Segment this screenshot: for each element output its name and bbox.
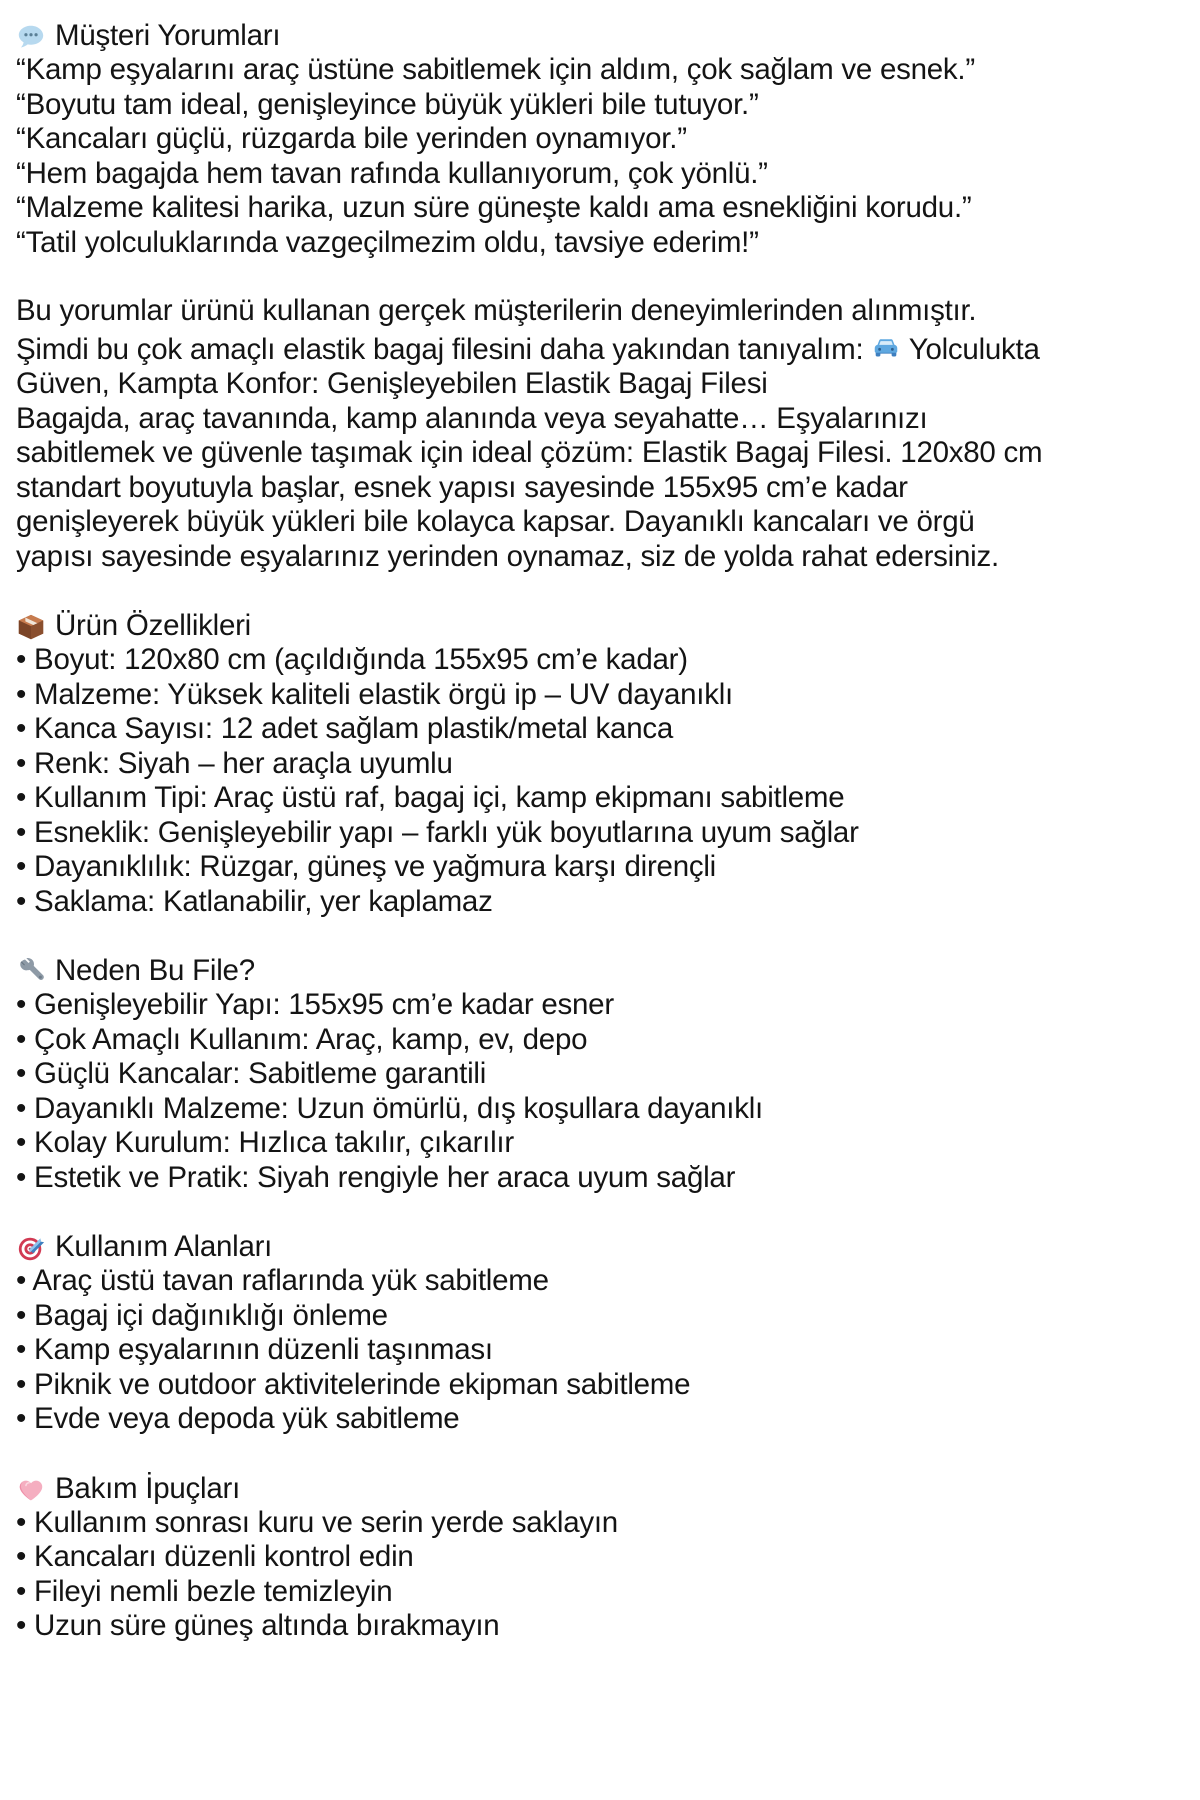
section-heading-care-tips	[16, 1471, 1046, 1506]
list-item: • Çok Amaçlı Kullanım: Araç, kamp, ev, depo	[16, 1022, 588, 1056]
list-item: • Kullanım sonrası kuru ve serin yerde saklayın	[16, 1505, 618, 1539]
section-heading-customer-reviews	[16, 18, 1046, 53]
list-item: • Güçlü Kancalar: Sabitleme garantili	[16, 1057, 487, 1090]
document-body	[16, 18, 1051, 1644]
dart-target-icon	[16, 1233, 46, 1263]
section-title: Müşteri Yorumları	[55, 19, 281, 52]
paragraph-spacer	[16, 1195, 1046, 1229]
list-item: • Kancaları düzenli kontrol edin	[16, 1540, 414, 1573]
speech-balloon-icon	[16, 22, 46, 52]
product-features-list	[16, 643, 1046, 919]
intro-paragraph	[16, 294, 1046, 402]
list-item: • Genişleyebilir Yapı: 155x95 cm’e kadar esner	[16, 988, 614, 1021]
review-quote: “Hem bagajda hem tavan rafında kullanıyorum, çok yönlü.”	[16, 156, 768, 190]
list-item: • Evde veya depoda yük sabitleme	[16, 1402, 460, 1435]
paragraph-spacer	[16, 1437, 1046, 1471]
list-item: • Dayanıklı Malzeme: Uzun ömürlü, dış koşullara dayanıklı	[16, 1091, 764, 1125]
paragraph-spacer	[16, 260, 1046, 294]
description-paragraph: Bagajda, araç tavanında, kamp alanında veya seyahatte… Eşyalarınızı sabitlemek ve güvenle taşımak için ideal çözüm: Elastik Bagaj Filesi. 120x80 cm standart boyutuyla başlar, esnek yapısı sayesinde 155x95 cm’e kadar genişleyerek büyük yükleri bile kolayca kapsar. Dayanıklı kancaları ve örgü yapısı sayesinde eşyalarınız yerinden oynamaz, siz de yolda rahat edersiniz.	[16, 401, 1051, 573]
pink-heart-icon	[16, 1475, 46, 1505]
review-quote: “Kancaları güçlü, rüzgarda bile yerinden oynamıyor.”	[16, 122, 687, 155]
intro-paragraph-part-2: Yolculukta Güven, Kampta Konfor: Genişleyebilen Elastik Bagaj Filesi	[16, 332, 1048, 400]
list-item: • Boyut: 120x80 cm (açıldığında 155x95 cm’e kadar)	[16, 643, 688, 676]
review-quote: “Boyutu tam ideal, genişleyince büyük yükleri bile tutuyor.”	[16, 87, 759, 121]
list-item: • Saklama: Katlanabilir, yer kaplamaz	[16, 884, 493, 918]
review-quote: “Tatil yolculuklarında vazgeçilmezim oldu, tavsiye ederim!”	[16, 225, 759, 259]
section-heading-why-this-net	[16, 953, 1046, 988]
list-item: • Piknik ve outdoor aktivitelerinde ekipman sabitleme	[16, 1367, 691, 1401]
paragraph-spacer	[16, 919, 1046, 953]
section-heading-usage-areas	[16, 1229, 1046, 1264]
review-quote: “Malzeme kalitesi harika, uzun süre güneşte kaldı ama esnekliğini korudu.”	[16, 191, 972, 224]
section-title: Ürün Özellikleri	[55, 609, 251, 642]
care-tips-list	[16, 1506, 1046, 1644]
wrench-icon	[16, 957, 46, 987]
list-item: • Esneklik: Genişleyebilir yapı – farklı yük boyutlarına uyum sağlar	[16, 815, 859, 849]
list-item: • Dayanıklılık: Rüzgar, güneş ve yağmura karşı dirençli	[16, 850, 716, 883]
paragraph-spacer	[16, 574, 1046, 608]
list-item: • Bagaj içi dağınıklığı önleme	[16, 1298, 388, 1332]
list-item: • Estetik ve Pratik: Siyah rengiyle her araca uyum sağlar	[16, 1160, 736, 1194]
section-title: Bakım İpuçları	[55, 1471, 241, 1505]
section-heading-product-features	[16, 608, 1046, 643]
section-title: Kullanım Alanları	[55, 1230, 273, 1263]
review-quote: “Kamp eşyalarını araç üstüne sabitlemek için aldım, çok sağlam ve esnek.”	[16, 53, 975, 86]
section-title: Neden Bu File?	[55, 954, 255, 987]
list-item: • Kullanım Tipi: Araç üstü raf, bagaj içi, kamp ekipmanı sabitleme	[16, 781, 845, 814]
list-item: • Kanca Sayısı: 12 adet sağlam plastik/metal kanca	[16, 712, 674, 745]
car-icon	[871, 333, 901, 363]
package-box-icon	[16, 612, 46, 642]
list-item: • Kolay Kurulum: Hızlıca takılır, çıkarılır	[16, 1126, 514, 1159]
list-item: • Kamp eşyalarının düzenli taşınması	[16, 1333, 493, 1366]
list-item: • Araç üstü tavan raflarında yük sabitleme	[16, 1264, 549, 1297]
list-item: • Uzun süre güneş altında bırakmayın	[16, 1609, 500, 1642]
list-item: • Renk: Siyah – her araçla uyumlu	[16, 746, 453, 780]
intro-paragraph-part-1: Bu yorumlar ürünü kullanan gerçek müşterilerin deneyimlerinden alınmıştır. Şimdi bu çok amaçlı elastik bagaj filesini daha yakından tanıyalım:	[16, 294, 985, 366]
list-item: • Fileyi nemli bezle temizleyin	[16, 1574, 393, 1608]
list-item: • Malzeme: Yüksek kaliteli elastik örgü ip – UV dayanıklı	[16, 677, 733, 711]
why-this-net-list	[16, 988, 1046, 1195]
usage-areas-list	[16, 1264, 1046, 1437]
